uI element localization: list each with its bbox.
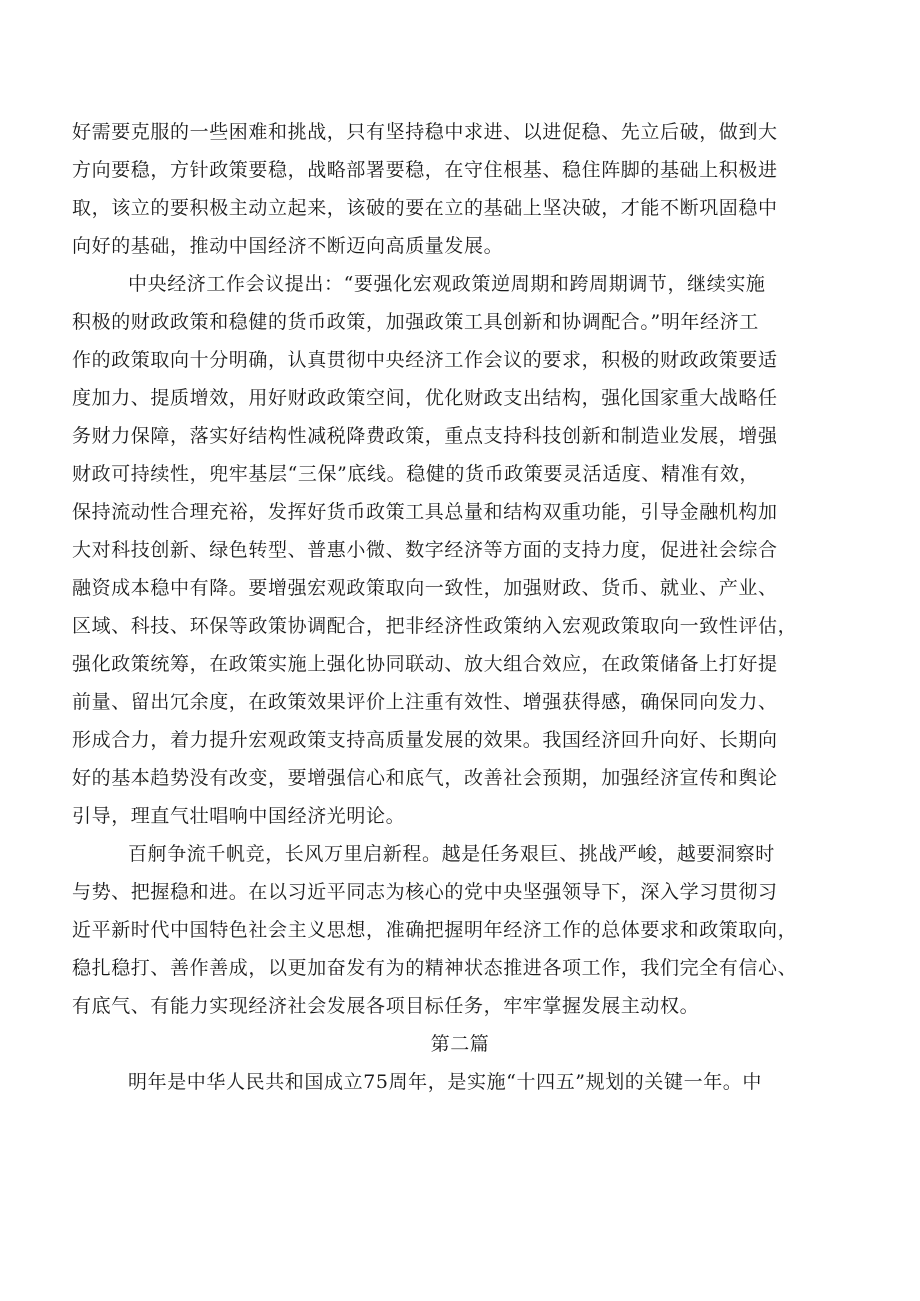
text-line: 大对科技创新、绿色转型、普惠小微、数字经济等方面的支持力度，促进社会综合 xyxy=(72,539,778,561)
text-line: 前量、留出冗余度，在政策效果评价上注重有效性、增强获得感，确保同向发力、 xyxy=(72,691,778,713)
text-line: 引导，理直气壮唱响中国经济光明论。 xyxy=(72,805,406,827)
text-line: 有底气、有能力实现经济社会发展各项目标任务，牢牢掌握发展主动权。 xyxy=(72,995,700,1017)
text-line: 作的政策取向十分明确，认真贯彻中央经济工作会议的要求，积极的财政政策要适 xyxy=(72,349,778,371)
text-line: 区域、科技、环保等政策协调配合，把非经济性政策纳入宏观政策取向一致性评估， xyxy=(72,615,798,637)
paragraph-first-line: 百舸争流千帆竞，长风万里启新程。越是任务艰巨、挑战严峻，越要洞察时 xyxy=(128,843,775,865)
text-line: 向好的基础，推动中国经济不断迈向高质量发展。 xyxy=(72,235,504,257)
text-line: 强化政策统筹，在政策实施上强化协同联动、放大组合效应，在政策储备上打好提 xyxy=(72,653,778,675)
text-line: 好需要克服的一些困难和挑战，只有坚持稳中求进、以进促稳、先立后破，做到大 xyxy=(72,121,778,143)
paragraph-first-line: 明年是中华人民共和国成立75周年，是实施“十四五”规划的关键一年。中 xyxy=(128,1071,763,1093)
text-line: 与势、把握稳和进。在以习近平同志为核心的党中央坚强领导下，深入学习贯彻习 xyxy=(72,881,778,903)
section-heading: 第二篇 xyxy=(430,1033,490,1055)
text-line: 稳扎稳打、善作善成，以更加奋发有为的精神状态推进各项工作，我们完全有信心、 xyxy=(72,957,798,979)
text-line: 务财力保障，落实好结构性减税降费政策，重点支持科技创新和制造业发展，增强 xyxy=(72,425,778,447)
text-line: 财政可持续性，兜牢基层“三保”底线。稳健的货币政策要灵活适度、精准有效， xyxy=(72,463,760,485)
text-line: 融资成本稳中有降。要增强宏观政策取向一致性，加强财政、货币、就业、产业、 xyxy=(72,577,778,599)
text-line: 积极的财政政策和稳健的货币政策，加强政策工具创新和协调配合。”明年经济工 xyxy=(72,311,759,333)
text-line: 近平新时代中国特色社会主义思想，准确把握明年经济工作的总体要求和政策取向， xyxy=(72,919,798,941)
text-line: 好的基本趋势没有改变，要增强信心和底气，改善社会预期，加强经济宣传和舆论 xyxy=(72,767,778,789)
text-line: 方向要稳，方针政策要稳，战略部署要稳，在守住根基、稳住阵脚的基础上积极进 xyxy=(72,159,778,181)
text-line: 保持流动性合理充裕，发挥好货币政策工具总量和结构双重功能，引导金融机构加 xyxy=(72,501,778,523)
paragraph-first-line: 中央经济工作会议提出：“要强化宏观政策逆周期和跨周期调节，继续实施 xyxy=(128,273,766,295)
text-line: 取，该立的要积极主动立起来，该破的要在立的基础上坚决破，才能不断巩固稳中 xyxy=(72,197,778,219)
text-line: 度加力、提质增效，用好财政政策空间，优化财政支出结构，强化国家重大战略任 xyxy=(72,387,778,409)
text-line: 形成合力，着力提升宏观政策支持高质量发展的效果。我国经济回升向好、长期向 xyxy=(72,729,778,751)
